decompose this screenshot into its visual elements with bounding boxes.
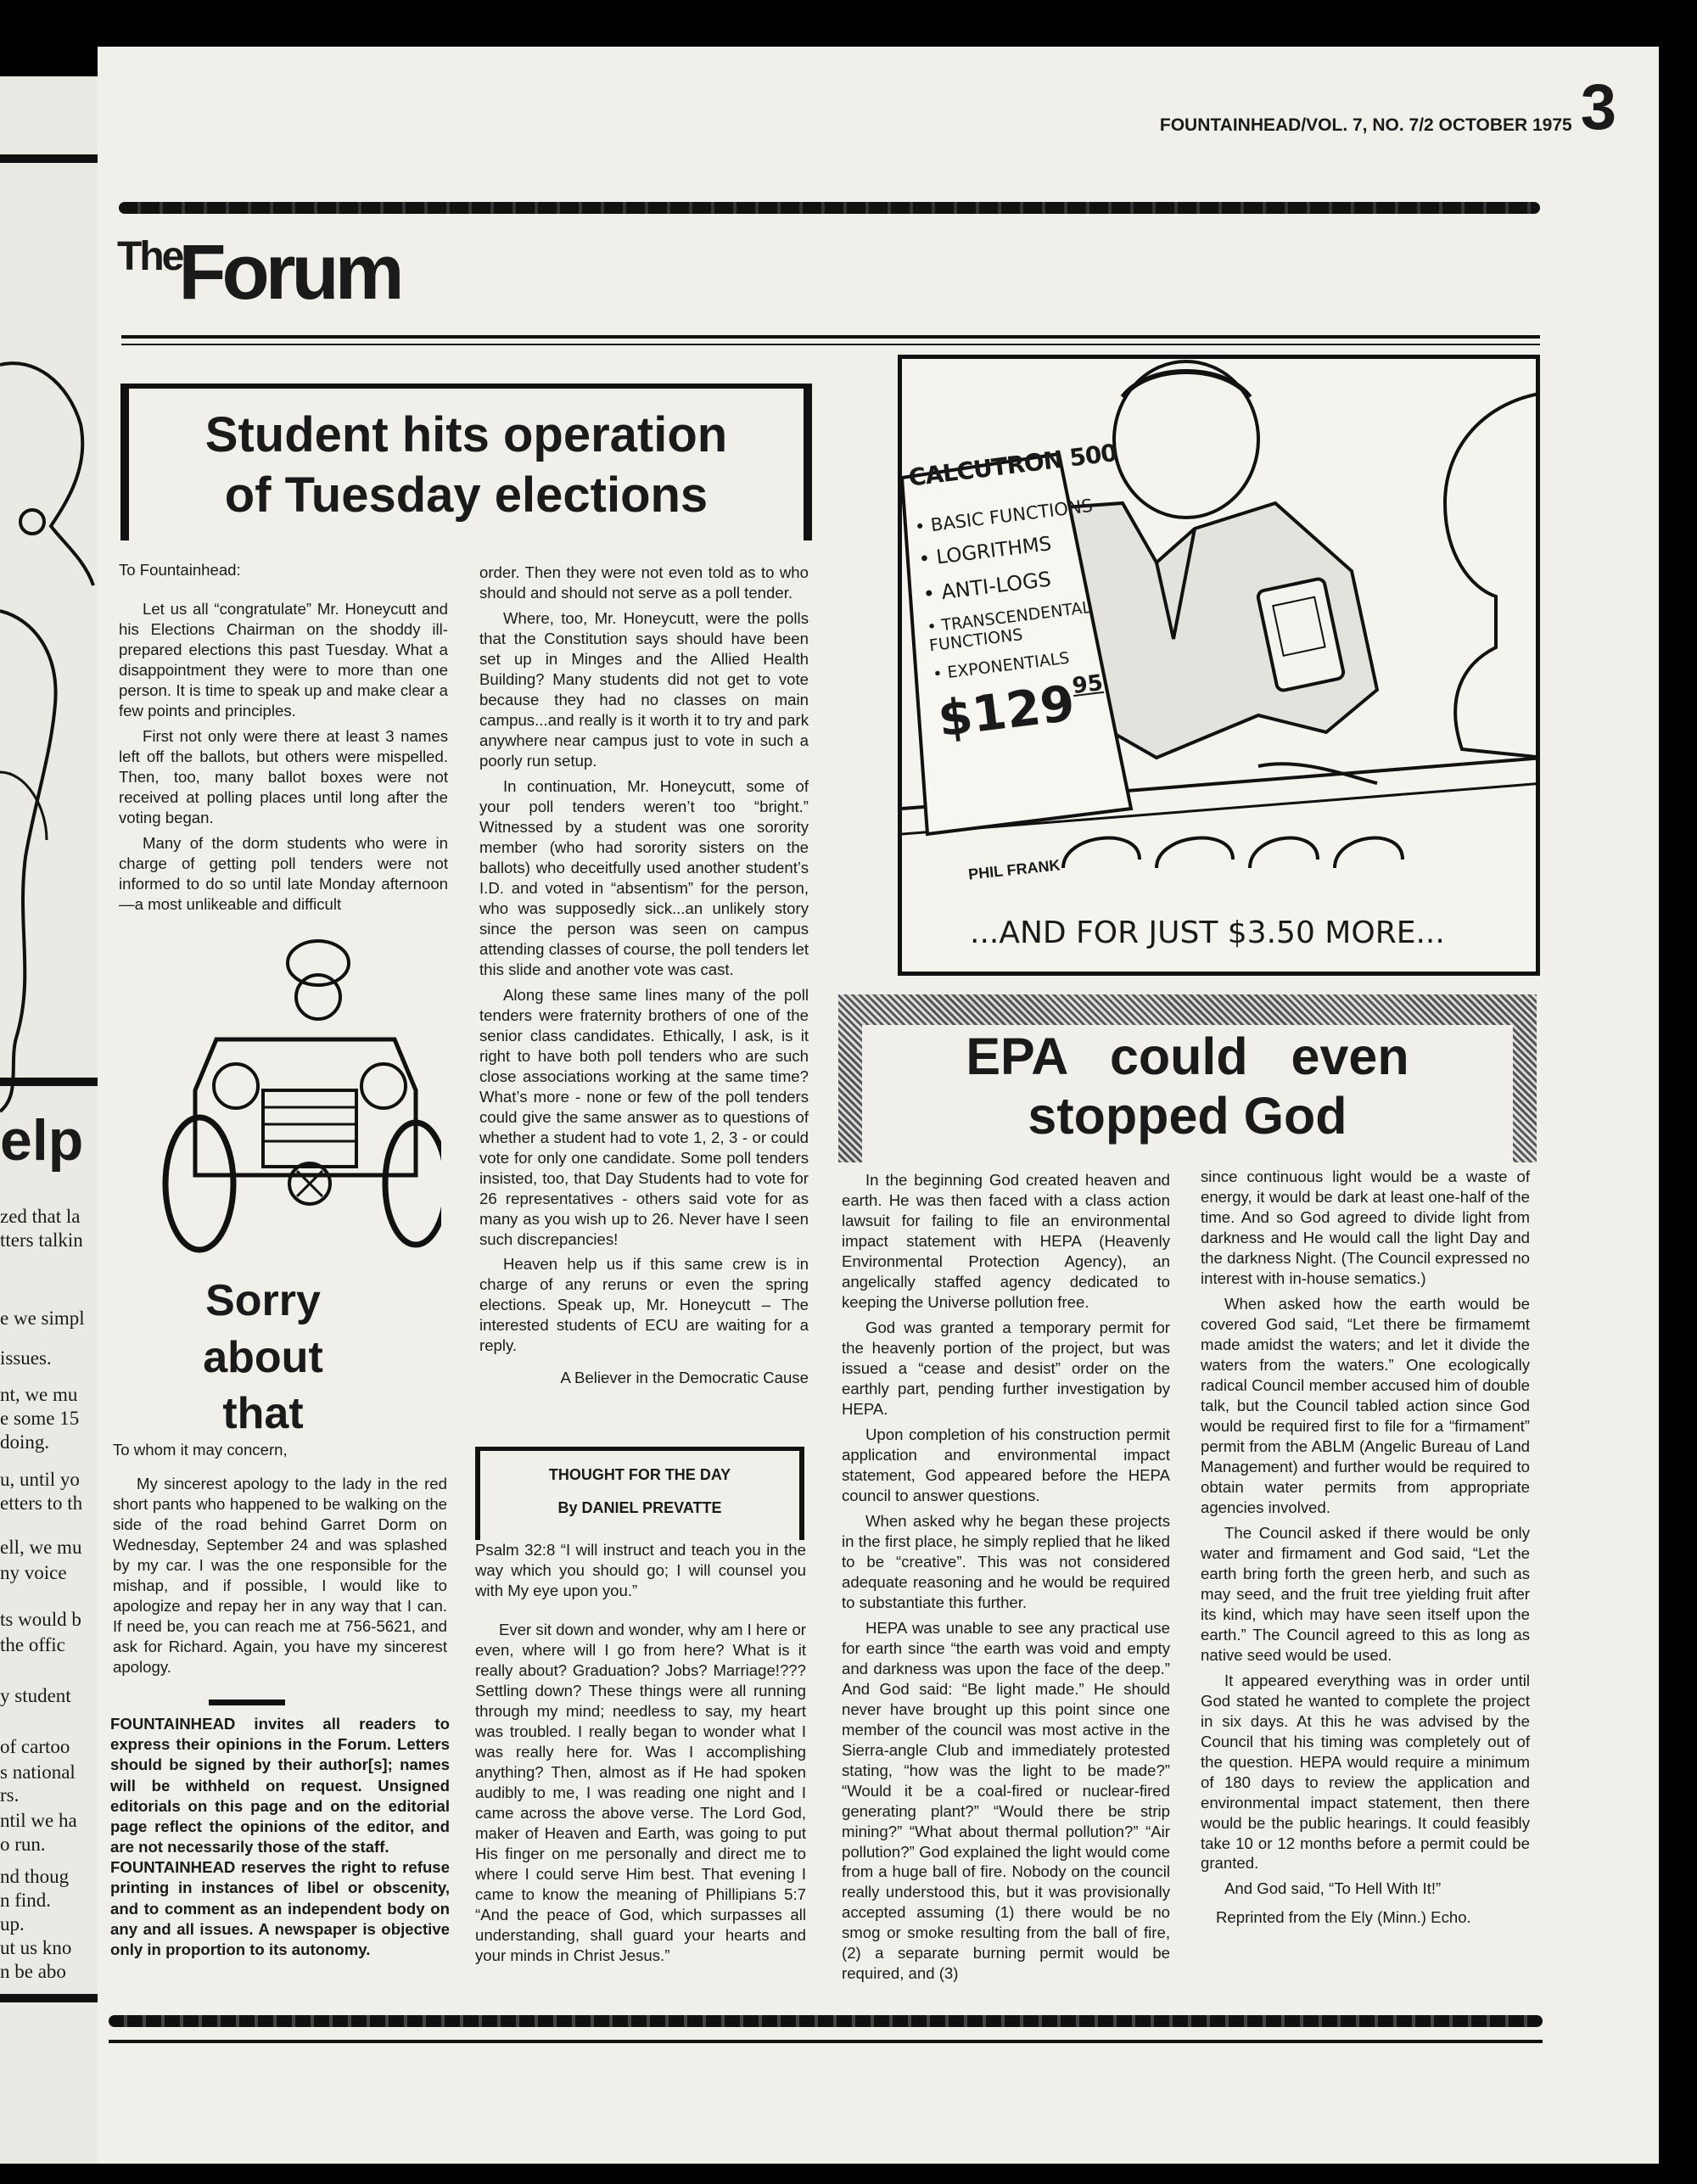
folio [1159,71,1616,143]
sign-item: • ANTI-LOGS [921,567,1053,607]
paragraph: Ever sit down and wonder, why am I here or even, where will I go from here? What is it really about? Graduation? Jobs? Marriage!??? Settling down? These things were all running through my mind; needless to say, my heart was troubled. I really began to wonder what I was really here for. Was I accomplishing anything? Then, almost as if He had spoken audibly to me, I was reading one night and I came across the above verse. The Lord God, maker of Heaven and Earth, was going to put His finger on me personally and direct me to where I could serve Him best. That evening I came to know the meaning of Phillipians 5:7 “And the peace of God, which surpasses all understanding, shall guard your hearts and your minds in Christ Jesus.” [475,1620,806,1964]
editorial-notice [110,1714,450,1960]
section-logo-the: The [117,234,182,279]
left-page-rule [0,1078,98,1086]
left-page-text: nd thoug [0,1866,70,1887]
paragraph: Where, too, Mr. Honeycutt, were the polls that the Constitution says should have been set up in Minges and the Allied Health Building? Many students did not get to vote because they had no classes on main campus...and really is it worth it to try and park anywhere near campus just to vote in such a poorly run setup. [479,608,809,770]
paragraph: order. Then they were not even told as to who should and should not serve as a poll tender. [479,563,809,602]
bottom-rule [109,2015,1543,2027]
reprint-credit: Reprinted from the Ely (Minn.) Echo. [1216,1908,1471,1927]
left-page-text: zed that la [0,1206,81,1227]
sign-item: • LOGRITHMS [917,533,1053,572]
left-page-text: etters to th [0,1492,83,1514]
paragraph: HEPA was unable to see any practical use for earth since “the earth was void and empty and darkness was upon the face of the deep.” And God said: “Be light made.” He should never have brought up this point since one member of the council was most active in the Sierra-angle Club and immediately protested stating, “how was the light to be made?” “Would it be a coal-fired or nuclear-fired generating plant?” “Would there be strip mining?” “What about thermal pollution?” “Air pollution?” God explained the light would come from a huge ball of fire. Nobody on the council really understood this, but it was provisionally accepted assuming (1) there would be no smog or smoke resulting from the ball of fire, (2) a separate burning permit would be required, and (3) [842,1618,1170,1983]
notice-rule [209,1700,285,1705]
article-column [119,560,448,920]
headline-line: Student hits operation [204,407,728,462]
left-page-text: ts would b [0,1609,81,1630]
left-page-text: tters talkin [0,1229,83,1251]
left-page-rule [0,154,98,163]
paragraph: The Council asked if there would be only water and firmament and God said, “Let the earth bring forth the green herb, and such as may seed, and the fruit tree yielding fruit after its kind, which may have seen itself upon the earth.” The Council agreed to this as long as native seed would be used. [1201,1523,1530,1664]
paragraph: Along these same lines many of the poll tenders were fraternity brothers of one of the senior class candidates. Ethically, I ask, is it right to have both poll tenders who are such close associations working at the same time? What’s more - none or few of the poll tenders could give the same answer as to questions of whether a student had to vote 1, 2, 3 - or could vote for only one candidate. Some poll tenders insisted, too, that Day Students had to vote for 26 representatives - others said vote for as many as you wish up to 26. Never have I seen such discrepancies! [479,985,809,1248]
left-page-headline: elp [0,1108,84,1173]
salutation: To Fountainhead: [119,561,241,579]
sign-item: • TRANSCENDENTAL FUNCTIONS [926,597,1093,656]
left-page-text: rs. [0,1784,20,1806]
salutation: To whom it may concern, [113,1441,288,1459]
headline-line: stopped God [1028,1087,1347,1145]
section-logo [117,229,400,316]
left-page-text: nt, we mu [0,1384,78,1405]
section-rule [121,335,1540,339]
sign-item: • BASIC FUNCTIONS [913,495,1095,538]
epa-headline-box [838,994,1537,1162]
left-page-text: doing. [0,1431,50,1453]
editorial-cartoon [898,355,1540,976]
paragraph: When asked why he began these projects in the first place, he simply replied that he liked to be “creative”. This was not considered adequate reasoning and he would be required to substantiate this further. [842,1511,1170,1611]
epa-headline-inner [862,1025,1513,1162]
article-column [1201,1167,1530,1933]
thought-box [475,1447,804,1540]
sign-price-cents: 95 [1071,669,1105,700]
price-sign [907,439,1152,748]
left-page-text: ntil we ha [0,1810,77,1831]
paragraph: My sincerest apology to the lady in the red short pants who happened to be walking on the side of the road behind Garret Dorm on Wednesday, September 24 and was splashed by my car. I was the one responsible for the mishap, and if possible, I would like to apologize and repay her in any way that I can. If need be, you can reach me at 756-5621, and ask for Richard. Again, you have my sincerest apology. [113,1474,447,1676]
headline-line: of Tuesday elections [224,467,708,523]
left-page-text: ell, we mu [0,1537,82,1558]
paragraph: Upon completion of his construction permit application and environmental impact statement, God appeared before the HEPA council to answer questions. [842,1425,1170,1504]
left-page-text: ny voice [0,1562,67,1583]
paragraph: God was granted a temporary permit for the heavenly portion of the project, but was issued a “cease and desist” order on the earthly part, pending further investigation by HEPA. [842,1318,1170,1418]
paragraph: Psalm 32:8 “I will instruct and teach you in the way which you should go; I will counsel you with My eye upon you.” [475,1541,806,1599]
sign-item: • EXPONENTIALS [932,648,1071,685]
left-page-text: e some 15 [0,1408,80,1429]
paragraph: In the beginning God created heaven and earth. He was then faced with a class action lawsuit for failing to file an environmental impact statement with HEPA (Heavenly Environmental Protection Agency), an angelically staffed agency dedicated to keeping the Universe pollution free. [842,1171,1170,1311]
paragraph: Let us all “congratulate” Mr. Honeycutt and his Elections Chairman on the shoddy ill-prepared elections this past Tuesday. What a disappointment they were to more than one person. It is time to speak up and make clear a few points and principles. [119,599,448,720]
paragraph: since continuous light would be a waste of energy, it would be dark at least one-half of the time. And so God agreed to divide light from darkness and He would call the light Day and the darkness Night. (The Council expressed no interest with in-house sematics.) [1201,1168,1530,1287]
left-page-text: e we simpl [0,1308,85,1329]
sorry-letter [113,1440,447,1683]
left-page-text: up. [0,1913,25,1935]
left-page-text: o run. [0,1834,46,1855]
left-page-text: u, until yo [0,1469,80,1490]
paragraph: It appeared everything was in order until God stated he wanted to complete the project in six days. At this he was advised by the Council that his timing was completely out of the question. HEPA would require a minimum of 180 days to review the application and environmental impact statement, then there would be the public hearings. It could feasibly take 10 or 12 months before a permit could be granted. [1201,1671,1530,1873]
paragraph: Many of the dorm students who were in charge of getting poll tenders were not informed to do so until late Monday afternoon—a most unlikeable and difficult [119,833,448,913]
left-page-text: issues. [0,1347,52,1369]
car-illustration [136,929,441,1260]
sign-title: CALCUTRON 500 [907,438,1118,492]
section-rule [121,344,1540,345]
left-page-text: s national [0,1761,76,1783]
left-page-text: y student [0,1685,71,1706]
sign-price: $129 [934,674,1078,748]
headline-box [120,384,812,540]
article-column [479,563,809,1393]
left-page-text: ut us kno [0,1937,72,1958]
cartoon-artist: PHIL FRANK [967,856,1061,883]
article-column [842,1170,1170,1989]
headline-line: EPA could even [966,1028,1409,1085]
left-page-text: n be abo [0,1961,66,1982]
left-page-text: of cartoo [0,1736,70,1757]
sorry-headline [178,1273,348,1442]
left-page-rule [0,1994,98,2002]
paragraph: Heaven help us if this same crew is in charge of any reruns or even the spring elections. Speak up, Mr. Honeycutt – The interested students of ECU are waiting for a reply. [479,1255,809,1355]
thought-column [475,1540,806,1971]
thought-title: THOUGHT FOR THE DAY [548,1466,731,1483]
notice-paragraph: FOUNTAINHEAD invites all readers to express their opinions in the Forum. Letters should be signed by their author[s]; names will be withheld on request. Unsigned editorials on this page and on the editorial page reflect the opinions of the editor, and are not necessarily those of the staff. [110,1715,450,1856]
left-page-text: n find. [0,1890,52,1911]
bottom-rule [109,2040,1543,2043]
sorry-headline-line: about [203,1332,323,1382]
left-page-illustration [0,331,98,1120]
letter-signature: A Believer in the Democratic Cause [560,1369,809,1387]
left-page-fragment [0,76,98,2164]
section-logo-forum: Forum [178,229,400,316]
thought-byline: By DANIEL PREVATTE [557,1499,722,1516]
sorry-headline-line: Sorry [205,1276,321,1325]
page-number: 3 [1580,71,1616,143]
folio-text: FOUNTAINHEAD/VOL. 7, NO. 7/2 OCTOBER 1975 [1159,115,1572,135]
sorry-headline-line: that [222,1389,304,1439]
paragraph: First not only were there at least 3 names left off the ballots, but others were mispelled. Then, too, many ballot boxes were not received at polling places until long after the voting began. [119,726,448,826]
cartoon-caption: ...AND FOR JUST $3.50 MORE... [970,916,1445,950]
paragraph: When asked how the earth would be covered God said, “Let there be firmamemt made amidst the waters; and let it divide the waters from the waters.” One ecologically radical Council member accused him of double talk, but the Council tabled action since God would be required first to file for a “firmament” permit from the ABLM (Angelic Bureau of Land Management) and further would be required to obtain water permits from appropriate agencies involved. [1201,1294,1530,1516]
paragraph: In continuation, Mr. Honeycutt, some of your poll tenders weren’t too “bright.” Witnessed by a student was one sorority member (who had sorority sisters on the ballots) who deceitfully used another student’s I.D. and voted in “absentism” for the person, who was supposedly sick...an unlikely story since the person was seen on campus attending classes of course, the poll tenders let this slide and another vote was cast. [479,776,809,978]
paragraph: And God said, “To Hell With It!” [1224,1879,1442,1898]
masthead-rule [119,202,1540,214]
notice-paragraph: FOUNTAINHEAD reserves the right to refuse printing in instances of libel or obscenity, and to comment as an independent body on any and all issues. A newspaper is objective only in proportion to its autonomy. [110,1858,450,1958]
left-page-text: the offic [0,1634,65,1655]
